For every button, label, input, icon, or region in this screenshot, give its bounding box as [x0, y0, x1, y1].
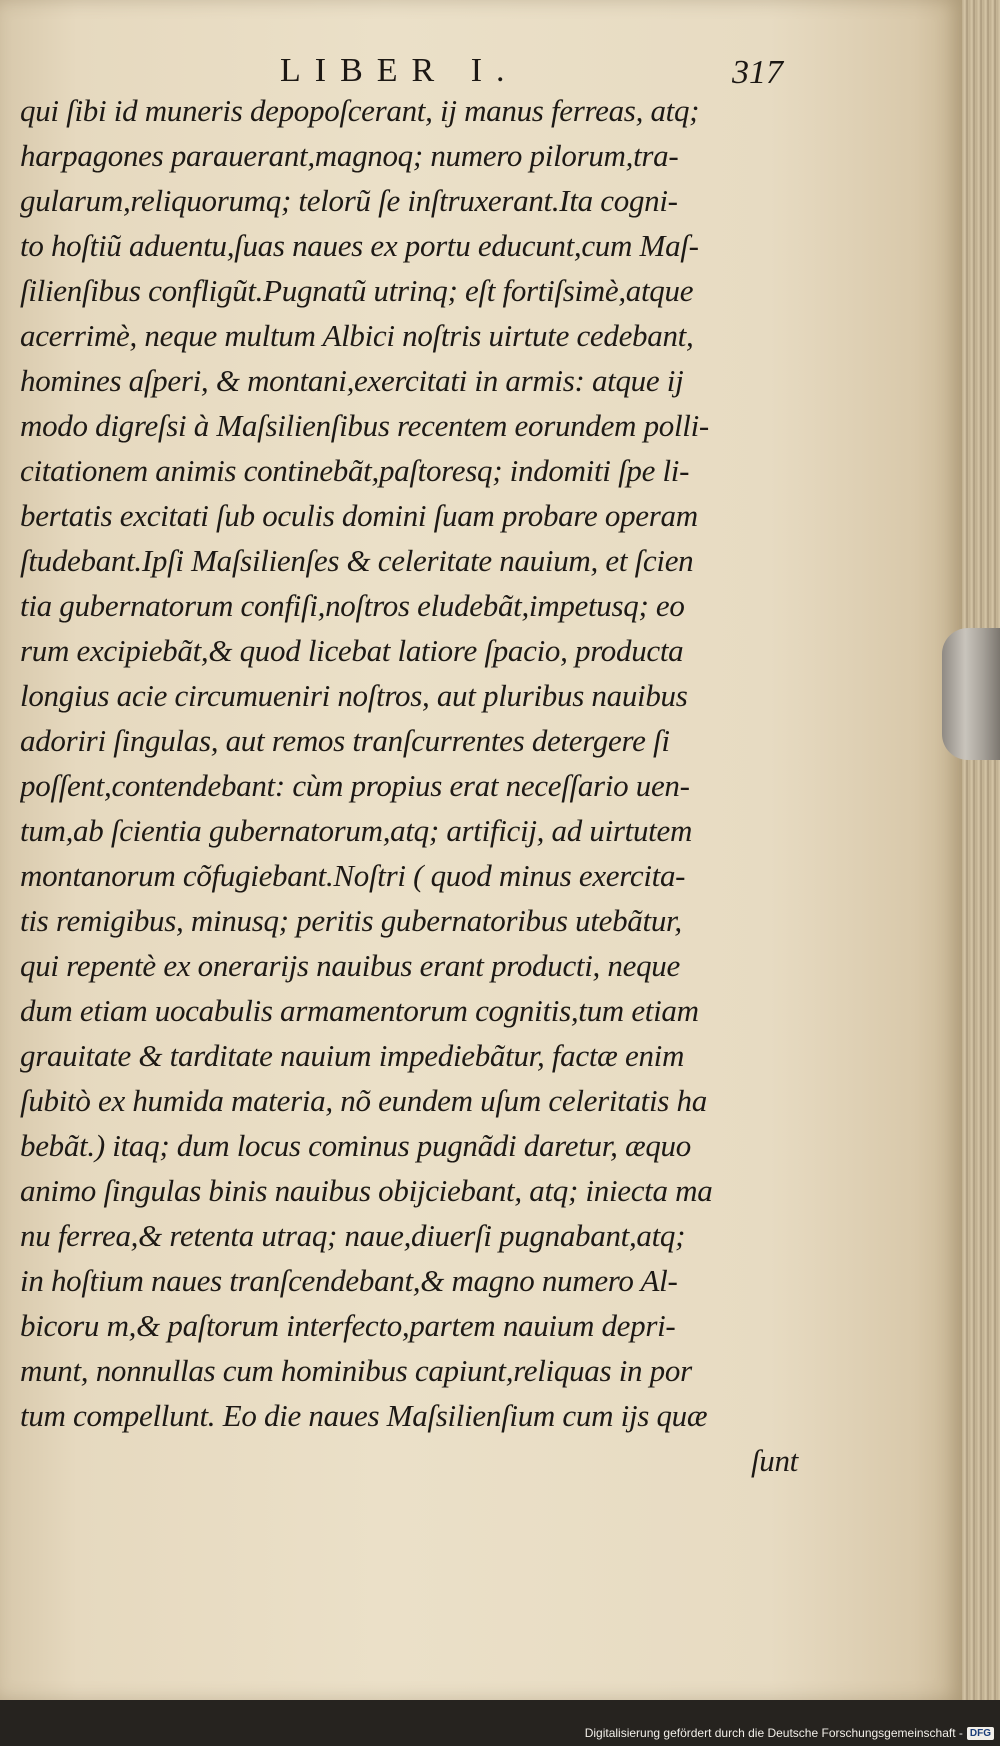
text-line: tum,ab ſcientia gubernatorum,atq; artificij, ad uirtutem [20, 813, 693, 848]
text-line: montanorum cõfugiebant.Noſtri ( quod minus exercita- [20, 858, 686, 893]
text-line: grauitate & tarditate nauium impediebãtur, factæ enim [20, 1038, 685, 1073]
text-line: qui ſibi id muneris depopoſcerant, ij manus ferreas, atq; [20, 93, 700, 128]
footer-band [0, 1700, 1000, 1746]
text-line: tum compellunt. Eo die naues Maſsilienſium cum ijs quæ [20, 1398, 708, 1433]
text-line: homines aſperi, & montani,exercitati in armis: atque ij [20, 363, 684, 398]
page-edges [962, 0, 1000, 1700]
text-line: poſſent,contendebant: cùm propius erat neceſſario uen- [20, 768, 690, 803]
text-line: animo ſingulas binis nauibus obijciebant, atq; iniecta ma [20, 1173, 713, 1208]
text-line: longius acie circumueniri noſtros, aut pluribus nauibus [20, 678, 688, 713]
text-line: bicoru m,& paſtorum interfecto,partem nauium depri- [20, 1308, 676, 1343]
text-line: adoriri ſingulas, aut remos tranſcurrentes detergere ſi [20, 723, 670, 758]
credit-text: Digitalisierung gefördert durch die Deutsche Forschungsgemeinschaft - [584, 1726, 963, 1740]
text-line: citationem animis continebãt,paſtoresq; indomiti ſpe li- [20, 453, 690, 488]
text-line: acerrimè, neque multum Albici noſtris uirtute cedebant, [20, 318, 694, 353]
text-line: gularum,reliquorumq; telorũ ſe inſtruxerant.Ita cogni- [20, 183, 678, 218]
text-line: ſunt [750, 1443, 798, 1478]
text-line: to hoſtiũ aduentu,ſuas naues ex portu educunt,cum Maſ- [20, 228, 699, 263]
text-line: rum excipiebãt,& quod licebat latiore ſpacio, producta [20, 633, 684, 668]
text-line: tia gubernatorum confiſi,noſtros eludebãt,impetusq; eo [20, 588, 685, 623]
text-line: munt, nonnullas cum hominibus capiunt,reliquas in por [20, 1353, 692, 1388]
text-line: nu ferrea,& retenta utraq; naue,diuerſi pugnabant,atq; [20, 1218, 686, 1253]
text-line: ſilienſibus confligũt.Pugnatũ utrinq; eſt fortiſsimè,atque [20, 273, 694, 308]
page-number: 317 [732, 54, 783, 91]
text-line: dum etiam uocabulis armamentorum cognitis,tum etiam [20, 993, 699, 1028]
text-line: ſtudebant.Ipſi Maſsilienſes & celeritate nauium, et ſcien [20, 543, 694, 578]
text-line: qui repentè ex onerarijs nauibus erant producti, neque [20, 948, 680, 983]
main-text [20, 88, 800, 1483]
text-line: bertatis excitati ſub oculis domini ſuam probare operam [20, 498, 698, 533]
footer-credit [585, 1726, 994, 1740]
running-head: LIBER I. [280, 52, 519, 89]
text-line: tis remigibus, minusq; peritis gubernatoribus utebãtur, [20, 903, 682, 938]
text-line: modo digreſsi à Maſsilienſibus recentem eorundem polli- [20, 408, 709, 443]
text-line: in hoſtium naues tranſcendebant,& magno numero Al- [20, 1263, 678, 1298]
text-line: ſubitò ex humida materia, nõ eundem uſum celeritatis ha [20, 1083, 707, 1118]
text-line: harpagones parauerant,magnoq; numero pilorum,tra- [20, 138, 679, 173]
book-clip [942, 628, 1000, 760]
text-line: bebãt.) itaq; dum locus cominus pugnãdi daretur, æquo [20, 1128, 691, 1163]
dfg-logo-icon: DFG [967, 1727, 994, 1740]
